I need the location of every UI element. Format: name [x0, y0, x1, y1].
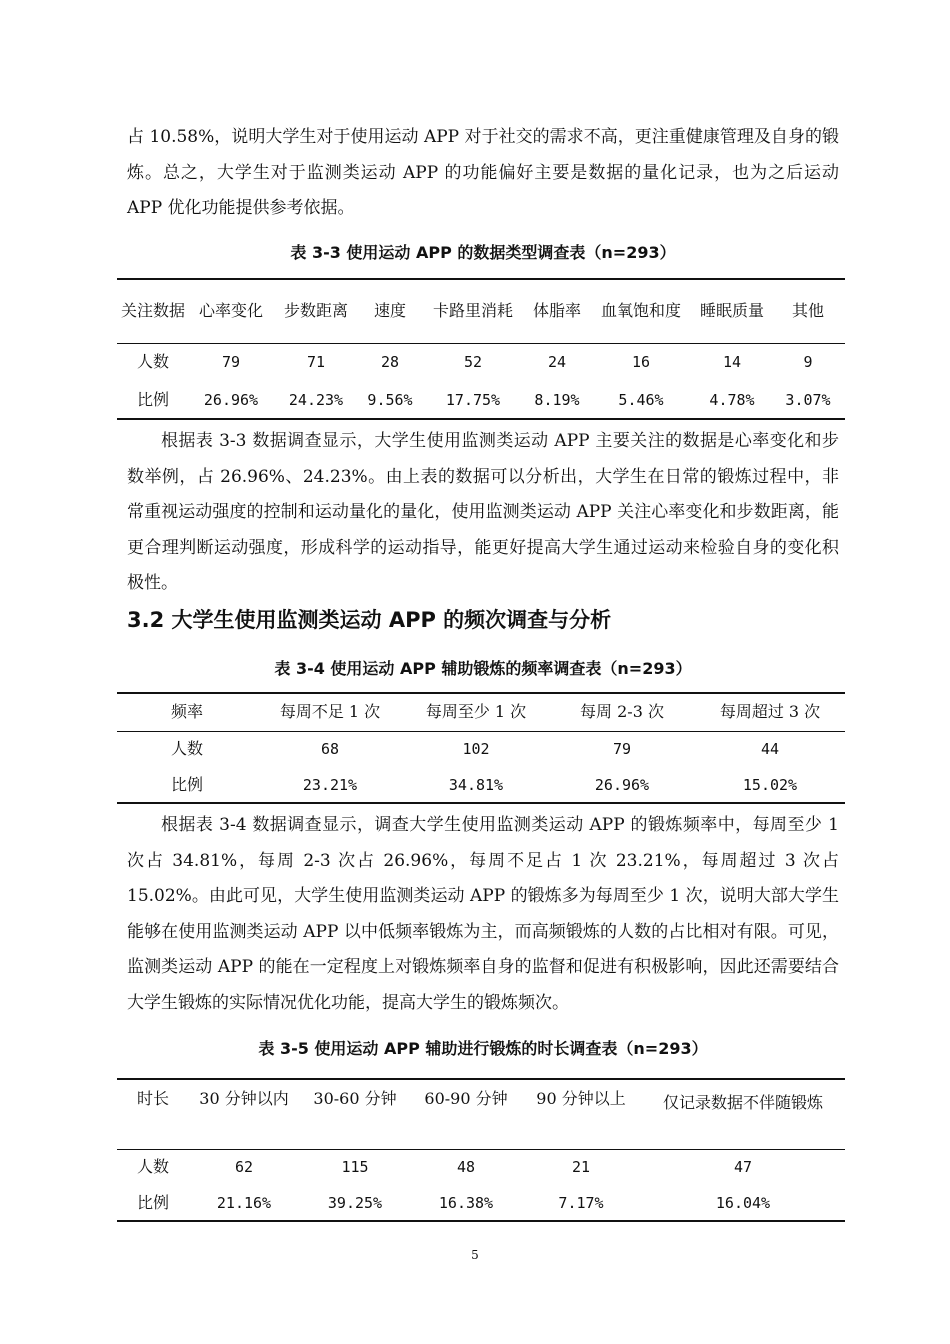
paragraph-intro: 占 10.58%，说明大学生对于使用运动 APP 对于社交的需求不高，更注重健康管理及自身的锻炼。总之，大学生对于监测类运动 APP 的功能偏好主要是数据的量化记录，也为之后运动 APP 优化功能提供参考依据。 — [127, 127, 839, 218]
table-row — [117, 731, 845, 767]
table-row — [117, 343, 845, 381]
table-header-cell: 其他 — [771, 279, 845, 343]
table-cell: 79 — [221, 353, 241, 372]
table-cell: 15.02% — [695, 767, 845, 803]
table-cell: 23.21% — [257, 767, 403, 803]
table-cell: 26.96% — [189, 381, 273, 419]
table-cell: 16.38% — [411, 1185, 521, 1221]
table-cell: 115 — [341, 1158, 369, 1177]
table-header-cell: 每周 2-3 次 — [549, 693, 695, 731]
table-row — [117, 1185, 845, 1221]
table-row-label: 人数 — [136, 1157, 169, 1177]
table-caption-3-3: 表 3-3 使用运动 APP 的数据类型调查表（n=293） — [290, 243, 676, 262]
duration-table — [117, 1078, 845, 1222]
table-row-label: 人数 — [136, 352, 169, 372]
table-row-label: 比例 — [117, 1185, 189, 1221]
table-header-row — [117, 693, 845, 731]
table-header-cell: 30-60 分钟 — [299, 1079, 411, 1149]
table-header-cell: 时长 — [117, 1079, 189, 1149]
table-header-row — [117, 1079, 845, 1149]
table-header-cell: 体脂率 — [525, 279, 589, 343]
table-cell: 102 — [462, 740, 490, 759]
table-header-cell: 每周不足 1 次 — [257, 693, 403, 731]
table-header-row — [117, 279, 845, 343]
section-heading: 3.2 大学生使用监测类运动 APP 的频次调查与分析 — [127, 608, 612, 632]
table-header-cell: 90 分钟以上 — [521, 1079, 641, 1149]
table-row — [117, 767, 845, 803]
table-row — [117, 1149, 845, 1185]
data-type-table — [117, 278, 845, 420]
table-cell: 26.96% — [549, 767, 695, 803]
table-cell: 44 — [760, 740, 780, 759]
table-cell: 24 — [547, 353, 567, 372]
page-number: 5 — [471, 1248, 479, 1262]
table-cell: 9.56% — [359, 381, 421, 419]
table-cell: 14 — [722, 353, 742, 372]
table-cell: 16.04% — [641, 1185, 845, 1221]
table-cell: 48 — [456, 1158, 476, 1177]
table-row-label: 人数 — [170, 739, 203, 759]
table-cell: 39.25% — [299, 1185, 411, 1221]
table-header-cell: 关注数据 — [117, 279, 189, 343]
table-row-label: 比例 — [117, 767, 257, 803]
table-row — [117, 381, 845, 419]
table-header-cell: 卡路里消耗 — [421, 279, 525, 343]
table-caption-3-4: 表 3-4 使用运动 APP 辅助锻炼的频率调查表（n=293） — [274, 659, 692, 678]
paragraph-table-3-4-analysis: 根据表 3-4 数据调查显示，调查大学生使用监测类运动 APP 的锻炼频率中，每周至少 1 次占 34.81%，每周 2-3 次占 26.96%，每周不足占 1 次 23.21%，每周超过 3 次占 15.02%。由此可见，大学生使用监测类运动 APP 的锻炼多为每周至少 1 次，说明大部大学生能够在使用监测类运动 APP 以中低频率锻炼为主，而高频锻炼的人数的占比相对有限。可见，监测类运动 APP 的能在一定程度上对锻炼频率自身的监督和促进有积极影响，因此还需要结合大学生锻炼的实际情况优化功能，提高大学生的锻炼频次。 — [127, 815, 839, 1013]
table-cell: 47 — [733, 1158, 753, 1177]
table-cell: 3.07% — [771, 381, 845, 419]
table-header-cell: 60-90 分钟 — [411, 1079, 521, 1149]
paragraph-table-3-3-analysis: 根据表 3-3 数据调查显示，大学生使用监测类运动 APP 主要关注的数据是心率变化和步数举例，占 26.96%、24.23%。由上表的数据可以分析出，大学生在日常的锻炼过程中，非常重视运动强度的控制和运动量化的量化，使用监测类运动 APP 关注心率变化和步数距离，能更合理判断运动强度，形成科学的运动指导，能更好提高大学生通过运动来检验自身的变化积极性。 — [127, 431, 839, 593]
table-cell: 8.19% — [525, 381, 589, 419]
table-header-cell: 血氧饱和度 — [589, 279, 693, 343]
table-cell: 62 — [234, 1158, 254, 1177]
table-header-cell: 速度 — [359, 279, 421, 343]
table-cell: 21 — [571, 1158, 591, 1177]
table-header-cell: 频率 — [117, 693, 257, 731]
table-cell: 7.17% — [521, 1185, 641, 1221]
table-cell: 9 — [803, 353, 813, 372]
table-header-cell: 步数距离 — [273, 279, 359, 343]
table-cell: 4.78% — [693, 381, 771, 419]
table-cell: 21.16% — [189, 1185, 299, 1221]
table-cell: 79 — [612, 740, 632, 759]
table-header-cell: 30 分钟以内 — [189, 1079, 299, 1149]
table-header-cell: 每周超过 3 次 — [695, 693, 845, 731]
table-cell: 68 — [320, 740, 340, 759]
table-cell: 16 — [631, 353, 651, 372]
table-cell: 71 — [306, 353, 326, 372]
table-cell: 34.81% — [403, 767, 549, 803]
frequency-table — [117, 692, 845, 804]
table-header-cell: 仅记录数据不伴随锻炼 — [641, 1079, 845, 1149]
table-row-label: 比例 — [117, 381, 189, 419]
table-cell: 24.23% — [273, 381, 359, 419]
table-cell: 5.46% — [589, 381, 693, 419]
table-caption-3-5: 表 3-5 使用运动 APP 辅助进行锻炼的时长调查表（n=293） — [258, 1039, 708, 1058]
table-header-cell: 心率变化 — [189, 279, 273, 343]
table-header-cell: 睡眠质量 — [693, 279, 771, 343]
table-cell: 17.75% — [421, 381, 525, 419]
table-header-cell: 每周至少 1 次 — [403, 693, 549, 731]
table-cell: 28 — [380, 353, 400, 372]
table-cell: 52 — [463, 353, 483, 372]
